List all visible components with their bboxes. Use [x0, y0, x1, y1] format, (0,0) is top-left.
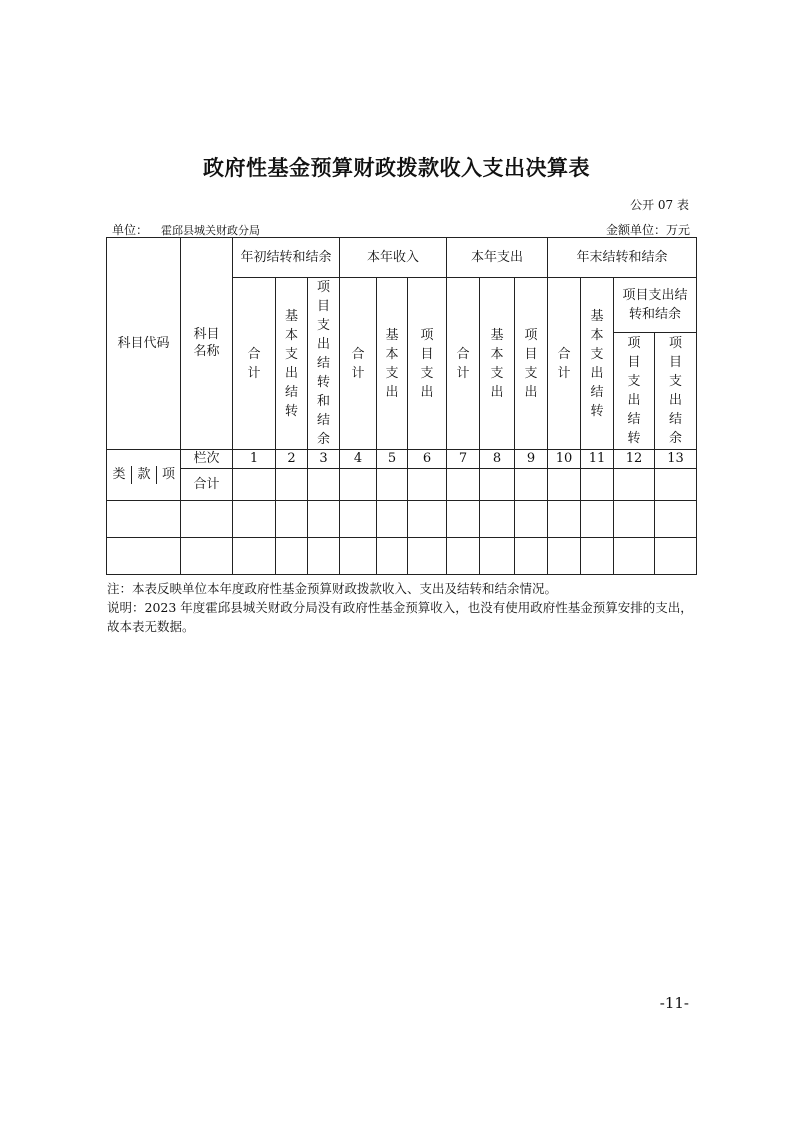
subject-code-header: 科目代码: [107, 238, 181, 450]
column-number: 13: [655, 450, 697, 469]
end-project-carry-header: 项目支出结转: [614, 332, 655, 449]
table-cell: [548, 501, 581, 538]
column-number: 2: [276, 450, 308, 469]
end-project-balance-header: 项目支出结余: [655, 332, 697, 449]
income-project-header: 项目支出: [408, 278, 447, 450]
table-row: [107, 501, 697, 538]
table-cell: [447, 501, 480, 538]
table-cell: [308, 501, 340, 538]
table-cell: [447, 469, 480, 501]
table-cell: [408, 469, 447, 501]
table-cell: [308, 469, 340, 501]
unit-label: 单位：: [112, 223, 149, 237]
column-number: 5: [377, 450, 408, 469]
page-title: 政府性基金预算财政拨款收入支出决算表: [203, 156, 590, 180]
table-cell: [408, 501, 447, 538]
xiang-label: 项: [161, 467, 175, 483]
table-cell: [107, 538, 181, 575]
column-number: 6: [408, 450, 447, 469]
table-cell: [655, 501, 697, 538]
total-row-label: 合计: [181, 469, 233, 501]
end-project-group-header: 项目支出结转和结余: [614, 278, 697, 333]
lei-label: 类: [107, 466, 132, 484]
form-number: 公开 07 表: [630, 198, 689, 212]
column-number: 1: [233, 450, 276, 469]
table-cell: [377, 469, 408, 501]
income-header: 本年收入: [340, 238, 447, 278]
income-total-header: 合计: [340, 278, 377, 450]
end-balance-header: 年末结转和结余: [548, 238, 697, 278]
note-text: 注：本表反映单位本年度政府性基金预算财政拨款收入、支出及结转和结余情况。: [107, 581, 558, 596]
column-number: 10: [548, 450, 581, 469]
column-number: 9: [515, 450, 548, 469]
row-number-label: 栏次: [181, 450, 233, 469]
table-cell: [447, 538, 480, 575]
table-cell: [308, 538, 340, 575]
table-cell: [377, 538, 408, 575]
table-cell: [408, 538, 447, 575]
unit-value: 霍邱县城关财政分局: [161, 224, 260, 237]
table-cell: [377, 501, 408, 538]
table-cell: [515, 501, 548, 538]
table-cell: [614, 469, 655, 501]
table-cell: [340, 501, 377, 538]
column-number: 3: [308, 450, 340, 469]
table-cell: [340, 469, 377, 501]
begin-basic-carry-header: 基本支出结转: [276, 278, 308, 450]
end-basic-carry-header: 基本支出结转: [581, 278, 614, 450]
table-cell: [233, 538, 276, 575]
expend-total-header: 合计: [447, 278, 480, 450]
table-cell: [181, 501, 233, 538]
expend-project-header: 项目支出: [515, 278, 548, 450]
table-cell: [581, 469, 614, 501]
page-number: -11-: [659, 994, 689, 1012]
notes: [107, 579, 697, 636]
table-cell: [480, 501, 515, 538]
code-parts-cell: [107, 450, 181, 501]
table-cell: [480, 538, 515, 575]
begin-balance-header: 年初结转和结余: [233, 238, 340, 278]
table-cell: [107, 501, 181, 538]
table-cell: [614, 501, 655, 538]
table-cell: [614, 538, 655, 575]
table-cell: [276, 501, 308, 538]
income-basic-header: 基本支出: [377, 278, 408, 450]
table-cell: [233, 501, 276, 538]
explanation-text: 说明：2023 年度霍邱县城关财政分局没有政府性基金预算收入，也没有使用政府性基金预算安排的支出，故本表无数据。: [107, 600, 693, 634]
table-cell: [276, 538, 308, 575]
table-cell: [233, 469, 276, 501]
table-cell: [548, 469, 581, 501]
table-cell: [581, 501, 614, 538]
expenditure-header: 本年支出: [447, 238, 548, 278]
end-total-header: 合计: [548, 278, 581, 450]
table-cell: [548, 538, 581, 575]
begin-project-carry-header: 项目支出结转和结余: [308, 278, 340, 450]
table-cell: [340, 538, 377, 575]
amount-unit: 金额单位：万元: [605, 223, 690, 237]
table-cell: [655, 538, 697, 575]
fund-budget-table: [106, 237, 697, 575]
table-cell: [480, 469, 515, 501]
column-number: 11: [581, 450, 614, 469]
column-number: 12: [614, 450, 655, 469]
begin-total-header: 合计: [233, 278, 276, 450]
table-cell: [655, 469, 697, 501]
table-cell: [581, 538, 614, 575]
table-cell: [181, 538, 233, 575]
table-row: [107, 538, 697, 575]
column-number: 7: [447, 450, 480, 469]
column-number: 4: [340, 450, 377, 469]
subject-name-header: 科目名称: [181, 238, 233, 450]
column-number: 8: [480, 450, 515, 469]
kuan-label: 款: [132, 466, 157, 484]
expend-basic-header: 基本支出: [480, 278, 515, 450]
table-cell: [515, 538, 548, 575]
total-row: [107, 469, 697, 501]
table-cell: [276, 469, 308, 501]
table-cell: [515, 469, 548, 501]
